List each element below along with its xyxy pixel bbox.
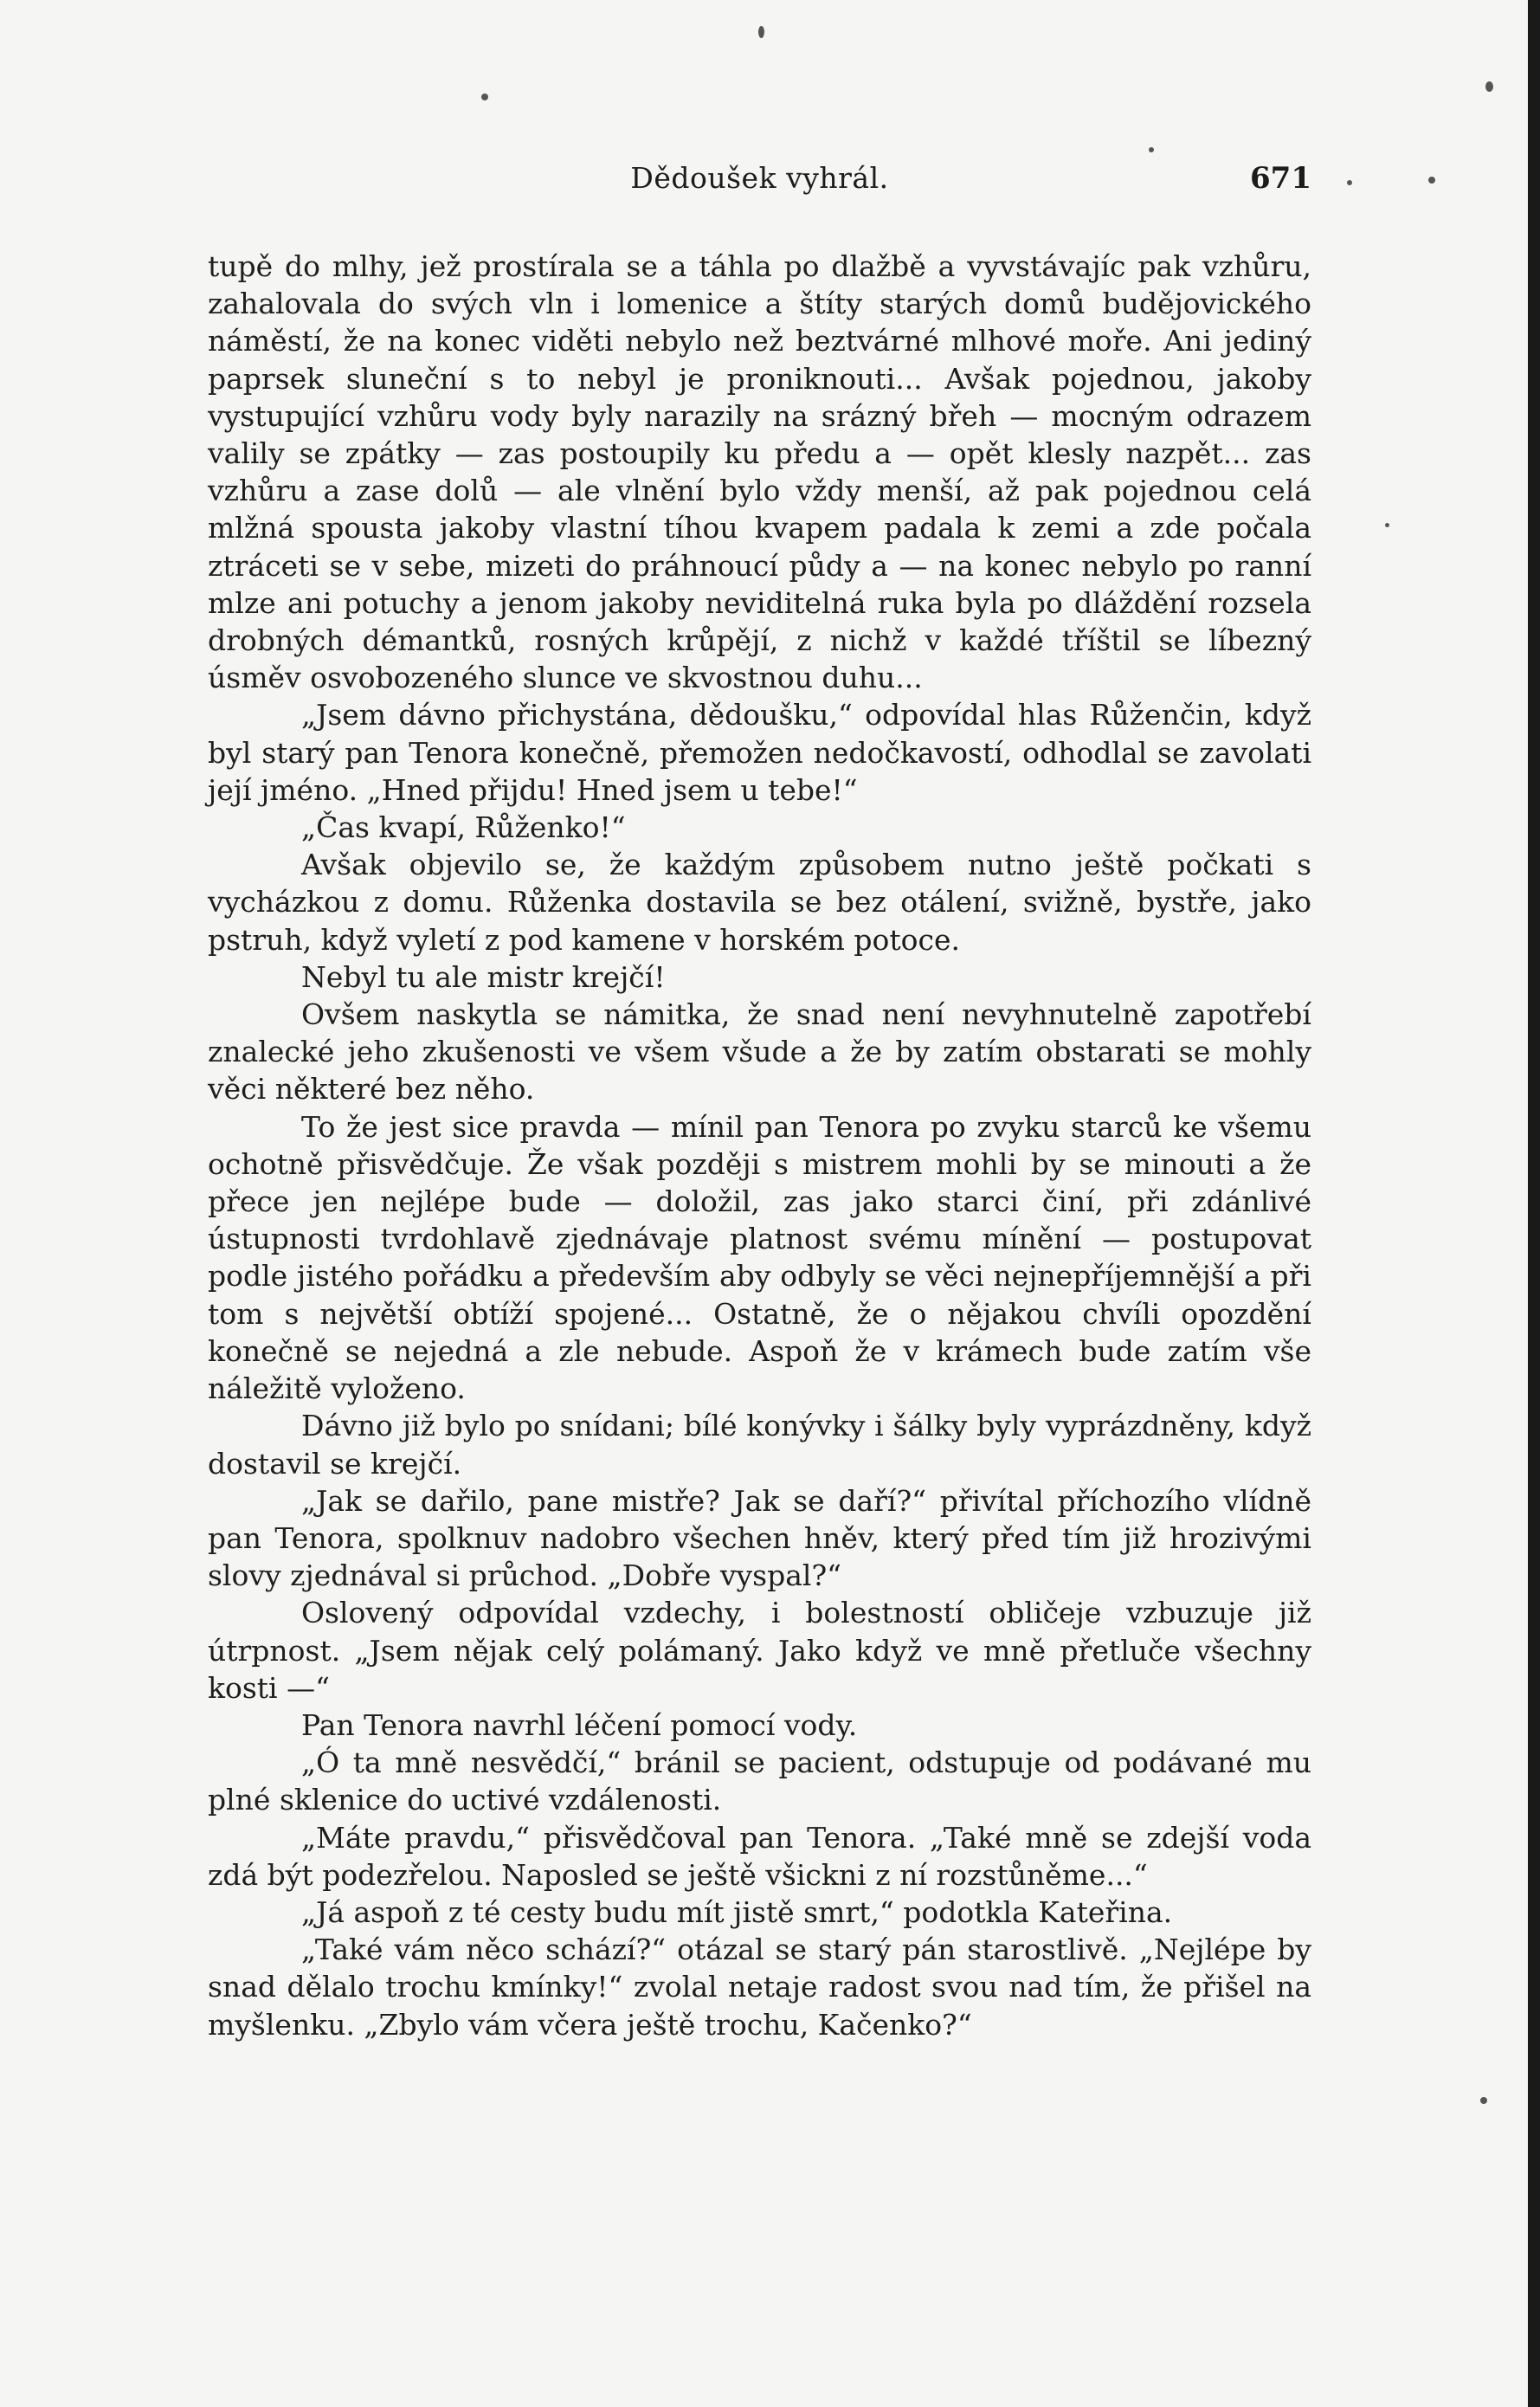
paper-speck [1485,81,1493,92]
running-title: Dědoušek vyhrál. [630,161,889,195]
paper-speck [1347,180,1352,185]
paragraph: Oslovený odpovídal vzdechy, i bolestností obličeje vzbuzuje již útrpnost. „Jsem nějak celý polámaný. Jako když ve mně přetluče všechny kosti —“ [208,1596,1311,1705]
paragraph: „Čas kvapí, Růženko!“ [301,810,626,845]
paragraph: To že jest sice pravda — mínil pan Tenora po zvyku starců ke všemu ochotně přisvědčuje. Že však později s mistrem mohli by se minouti a že přece jen nejlépe bude — doložil, zas jako starci činí, při zdánlivé ústupnosti tvrdohlavě zjednávaje platnost svému mínění — postupovat podle jistého pořádku a především aby odbyly se věci nejnepříjemnější a při tom s největší obtíží spojené... Ostatně, že o nějakou chvíli opozdění konečně se nejedná a zle nebude. Aspoň že v krámech bude zatím vše náležitě vyloženo. [208,1109,1311,1406]
paragraph: „Ó ta mně nesvědčí,“ bránil se pacient, odstupuje od podávané mu plné sklenice do uctivé vzdálenosti. [208,1746,1311,1817]
paragraph: Pan Tenora navrhl léčení pomocí vody. [301,1707,858,1742]
paragraph: „Také vám něco schází?“ otázal se starý pán starostlivě. „Nejlépe by snad dělalo trochu kmínky!“ zvolal netaje radost svou nad tím, že přišel na myšlenku. „Zbylo vám včera ještě trochu, Kačenko?“ [208,1933,1311,2042]
paper-speck [1149,147,1154,152]
paper-speck [1480,2097,1487,2104]
body-text [208,248,1311,2043]
page-header [208,161,1311,204]
paragraph: „Jsem dávno přichystána, dědoušku,“ odpovídal hlas Růženčin, když byl starý pan Tenora konečně, přemožen nedočkavostí, odhodlal se zavolati její jméno. „Hned přijdu! Hned jsem u tebe!“ [208,698,1311,807]
paragraph: „Máte pravdu,“ přisvědčoval pan Tenora. „Také mně se zdejší voda zdá být podezřelou. Naposled se ještě všickni z ní rozstůněme...“ [208,1820,1311,1892]
paragraph: Ovšem naskytla se námitka, že snad není nevyhnutelně zapotřebí znalecké jeho zkušenosti ve všem všude a že by zatím obstarati se mohly věci některé bez něho. [208,997,1311,1107]
paper-speck [1428,177,1435,184]
paper-speck [758,26,764,38]
page-number: 671 [1250,161,1311,196]
paragraph: tupě do mlhy, jež prostírala se a táhla po dlažbě a vyvstávajíc pak vzhůru, zahalovala do svých vln i lomenice a štíty starých domů budějovického náměstí, že na konec viděti nebylo než beztvárné mlhové moře. Ani jediný paprsek sluneční s to nebyl je proniknouti... Avšak pojednou, jakoby vystupující vzhůru vody byly narazily na srázný břeh — mocným odrazem valily se zpátky — zas postoupily ku předu a — opět klesly nazpět... zas vzhůru a zase dolů — ale vlnění bylo vždy menší, až pak pojednou celá mlžná spousta jakoby vlastní tíhou kvapem padala k zemi a zde počala ztráceti se v sebe, mizeti do práhnoucí půdy a — na konec nebylo po ranní mlze ani potuchy a jenom jakoby neviditelná ruka byla po dláždění rozsela drobných démantků, rosných krůpějí, z nichž v každé tříštil se líbezný úsměv osvobozeného slunce ve skvostnou duhu... [208,249,1311,695]
paper-speck [481,94,488,100]
paragraph: Dávno již bylo po snídani; bílé konývky i šálky byly vyprázdněny, když dostavil se krejčí. [208,1409,1311,1481]
paragraph: Avšak objevilo se, že každým způsobem nutno ještě počkati s vycházkou z domu. Růženka dostavila se bez otálení, svižně, bystře, jako pstruh, když vyletí z pod kamene v horském potoce. [208,848,1311,957]
paragraph: „Já aspoň z té cesty budu mít jistě smrt,“ podotkla Kateřina. [301,1894,1173,1929]
paragraph: Nebyl tu ale mistr krejčí! [301,959,666,994]
paper-speck [1385,523,1389,527]
paragraph: „Jak se dařilo, pane mistře? Jak se daří?“ přivítal příchozího vlídně pan Tenora, spolknuv nadobro všechen hněv, který před tím již hrozivými slovy zjednával si průchod. „Dobře vyspal?“ [208,1483,1311,1593]
page-edge-shadow [1528,0,1540,2407]
